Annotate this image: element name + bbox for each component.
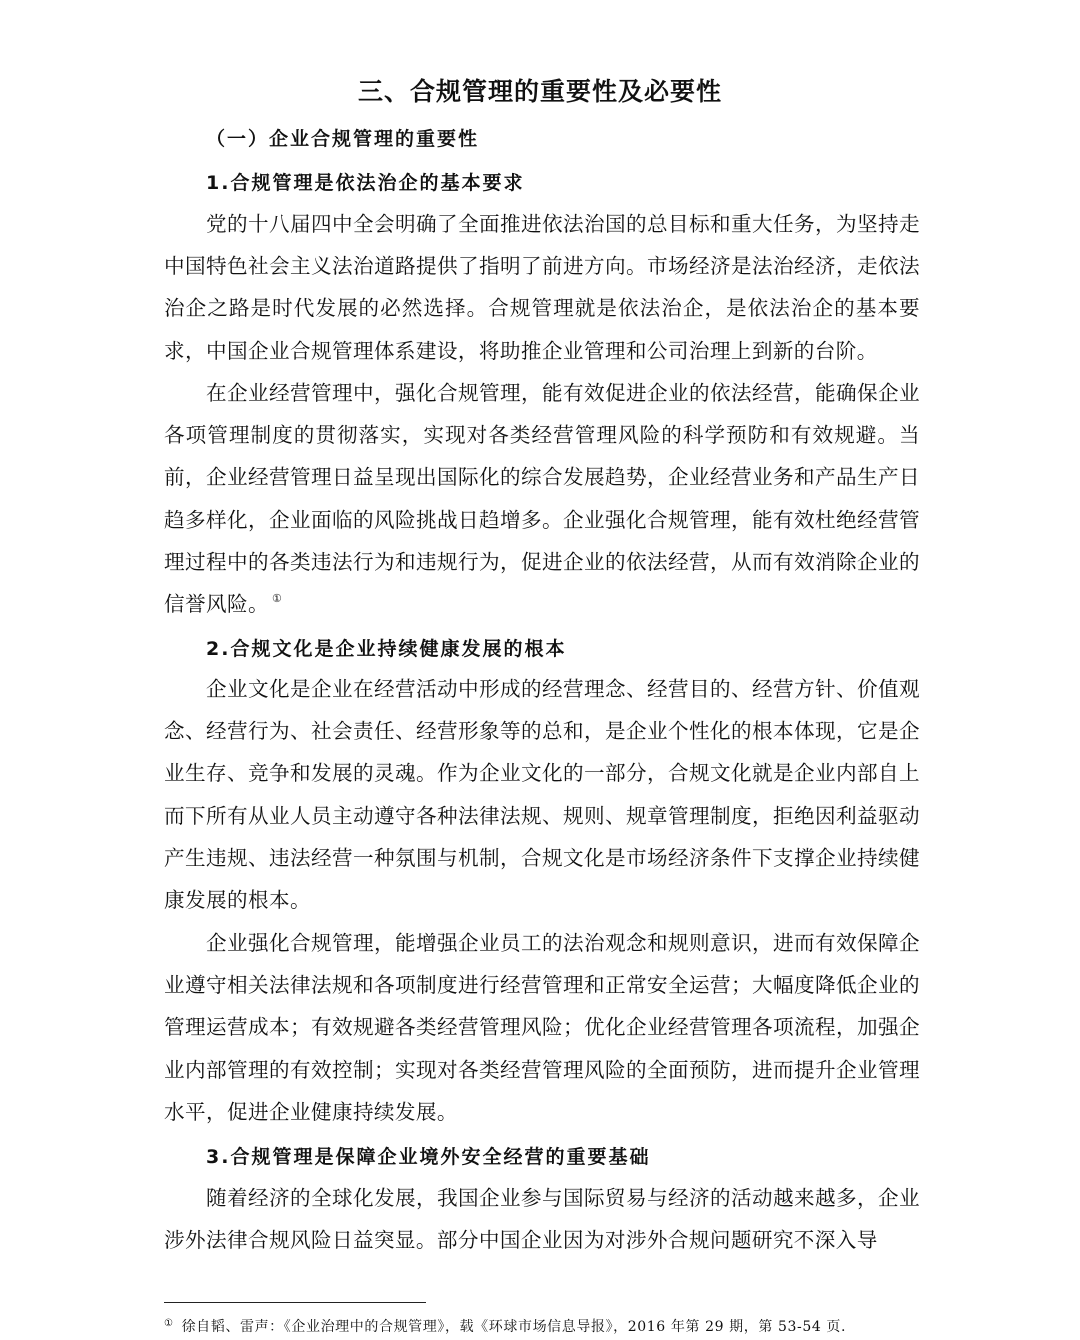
footnote-reference[interactable]: ① <box>271 592 283 606</box>
footnote-text: 徐自韬、雷声：《企业治理中的合规管理》，载《环球市场信息导报》，2016 年第 29 期，第 53-54 页. <box>181 1319 847 1335</box>
paragraph-3-1 <box>164 1177 920 1261</box>
subsection-heading-3: 3.合规管理是保障企业境外安全经营的重要基础 <box>206 1146 651 1168</box>
subsection-heading-1: 1.合规管理是依法治企的基本要求 <box>206 172 525 194</box>
subsection-heading-2: 2.合规文化是企业持续健康发展的根本 <box>206 638 567 660</box>
paragraph-2-2 <box>164 922 920 1133</box>
footnote-mark: ① <box>164 1318 174 1329</box>
page-title: 三、合规管理的重要性及必要性 <box>357 77 722 106</box>
paragraph-1-2 <box>164 372 920 625</box>
paragraph-text: 随着经济的全球化发展，我国企业参与国际贸易与经济的活动越来越多，企业涉外法律合规风险日益突显。部分中国企业因为对涉外合规问题研究不深入导 <box>164 1186 920 1253</box>
paragraph-1-1 <box>164 203 920 372</box>
section-heading: （一）企业合规管理的重要性 <box>206 128 480 150</box>
paragraph-text: 企业文化是企业在经营活动中形成的经营理念、经营目的、经营方针、价值观念、经营行为、社会责任、经营形象等的总和，是企业个性化的根本体现，它是企业生存、竞争和发展的灵魂。作为企业文化的一部分，合规文化就是企业内部自上而下所有从业人员主动遵守各种法律法规、规则、规章管理制度，拒绝因利益驱动产生违规、违法经营一种氛围与机制，合规文化是市场经济条件下支撑企业持续健康发展的根本。 <box>164 677 920 913</box>
paragraph-text: 党的十八届四中全会明确了全面推进依法治国的总目标和重大任务，为坚持走中国特色社会主义法治道路提供了指明了前进方向。市场经济是法治经济，走依法治企之路是时代发展的必然选择。合规管理就是依法治企，是依法治企的基本要求，中国企业合规管理体系建设，将助推企业管理和公司治理上到新的台阶。 <box>164 212 920 363</box>
paragraph-text: 企业强化合规管理，能增强企业员工的法治观念和规则意识，进而有效保障企业遵守相关法律法规和各项制度进行经营管理和正常安全运营；大幅度降低企业的管理运营成本；有效规避各类经营管理风险；优化企业经营管理各项流程，加强企业内部管理的有效控制；实现对各类经营管理风险的全面预防，进而提升企业管理水平，促进企业健康持续发展。 <box>164 931 920 1124</box>
paragraph-2-1 <box>164 668 920 921</box>
footnote <box>164 1314 924 1337</box>
paragraph-text: 在企业经营管理中，强化合规管理，能有效促进企业的依法经营，能确保企业各项管理制度的贯彻落实，实现对各类经营管理风险的科学预防和有效规避。当前，企业经营管理日益呈现出国际化的综合发展趋势，企业经营业务和产品生产日趋多样化，企业面临的风险挑战日趋增多。企业强化合规管理，能有效杜绝经营管理过程中的各类违法行为和违规行为，促进企业的依法经营，从而有效消除企业的信誉风险。 <box>164 381 920 617</box>
footnote-divider <box>164 1302 426 1303</box>
